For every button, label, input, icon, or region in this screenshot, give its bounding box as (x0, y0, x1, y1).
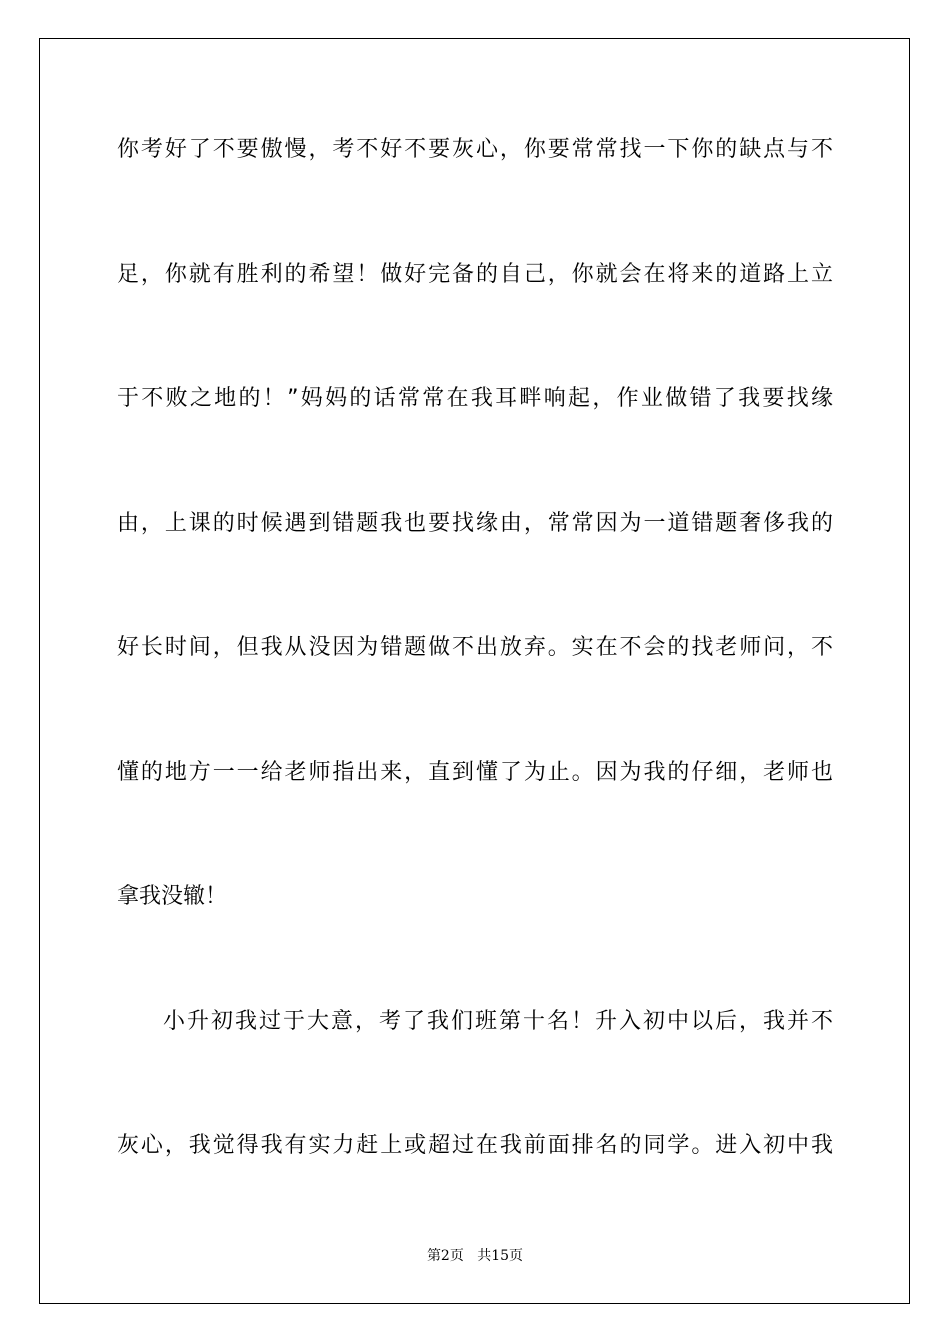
text-line-4: 由，上课的时候遇到错题我也要找缘由，常常因为一道错题奢侈我的 (117, 511, 833, 536)
text-line-5: 好长时间，但我从没因为错题做不出放弃。实在不会的找老师问，不 (117, 635, 833, 660)
text-line-3: 于不败之地的！”妈妈的话常常在我耳畔响起，作业做错了我要找缘 (117, 386, 833, 411)
page-number: 第2页 (426, 1248, 464, 1264)
text-line-6: 懂的地方一一给老师指出来，直到懂了为止。因为我的仔细，老师也 (117, 760, 833, 785)
text-line-2: 足，你就有胜利的希望！做好完备的自己，你就会在将来的道路上立 (117, 262, 833, 287)
text-line-9: 灰心，我觉得我有实力赶上或超过在我前面排名的同学。进入初中我 (117, 1133, 833, 1158)
text-line-8: 小升初我过于大意，考了我们班第十名！升入初中以后，我并不 (163, 1009, 833, 1034)
text-line-1: 你考好了不要傲慢，考不好不要灰心，你要常常找一下你的缺点与不 (117, 137, 833, 162)
page-frame (39, 38, 910, 1304)
total-pages: 共15页 (477, 1248, 524, 1264)
page-footer (0, 1246, 950, 1266)
text-line-7: 拿我没辙！ (117, 884, 228, 909)
